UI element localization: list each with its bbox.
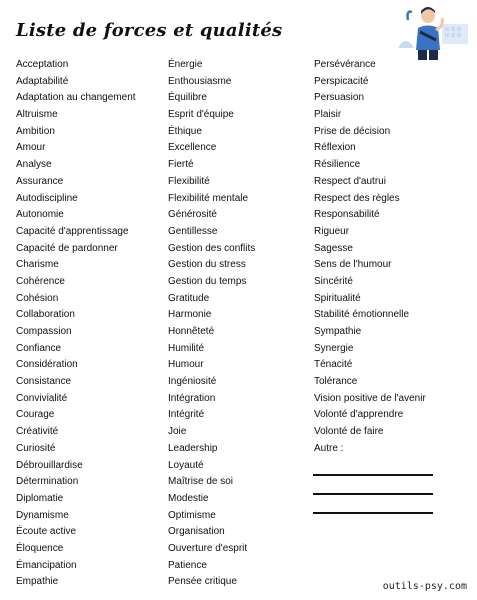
- quality-item: Gestion du temps: [168, 275, 247, 287]
- quality-item: Volonté de faire: [314, 426, 384, 438]
- quality-item: Dynamisme: [16, 509, 69, 521]
- quality-item: Autodiscipline: [16, 192, 78, 204]
- quality-item: Pensée critique: [168, 576, 237, 588]
- quality-item: Courage: [16, 409, 55, 421]
- quality-item: Vision positive de l'avenir: [314, 392, 426, 404]
- quality-item: Capacité de pardonner: [16, 242, 118, 254]
- quality-item: Acceptation: [16, 59, 69, 70]
- quality-item: Adaptation au changement: [16, 92, 136, 104]
- quality-item: Intégrité: [168, 409, 205, 421]
- quality-item: Excellence: [168, 142, 217, 154]
- quality-item: Spiritualité: [314, 292, 361, 304]
- quality-item: Sens de l'humour: [314, 259, 392, 271]
- quality-item: Modestie: [168, 492, 209, 504]
- quality-item: Créativité: [16, 426, 59, 438]
- quality-item: Amour: [16, 142, 46, 154]
- quality-item: Curiosité: [16, 442, 56, 454]
- quality-item: Organisation: [168, 526, 225, 538]
- quality-item: Sincérité: [314, 275, 353, 287]
- quality-item: Respect d'autrui: [314, 175, 386, 187]
- quality-item: Émancipation: [16, 559, 77, 571]
- quality-item: Réflexion: [314, 142, 356, 154]
- quality-item: Ingéniosité: [168, 376, 217, 388]
- quality-item: Débrouillardise: [16, 459, 83, 471]
- quality-item: Enthousiasme: [168, 75, 232, 87]
- quality-item: Collaboration: [16, 309, 75, 321]
- quality-item: Fierté: [168, 159, 194, 171]
- quality-item: Humour: [168, 359, 204, 371]
- quality-item: Joie: [168, 426, 187, 438]
- quality-item: Capacité d'apprentissage: [16, 225, 129, 237]
- quality-item: Humilité: [168, 342, 205, 354]
- quality-item: Énergie: [168, 59, 203, 70]
- quality-item: Compassion: [16, 326, 72, 337]
- quality-item: Synergie: [314, 342, 354, 354]
- quality-item: Optimisme: [168, 509, 216, 521]
- quality-item: Consistance: [16, 376, 72, 388]
- quality-item: Tolérance: [314, 376, 358, 388]
- quality-item: Flexibilité mentale: [168, 192, 249, 204]
- quality-item: Analyse: [16, 159, 52, 171]
- quality-item: Assurance: [16, 175, 64, 187]
- quality-item: Charisme: [16, 259, 59, 271]
- quality-item: Diplomatie: [16, 492, 64, 504]
- quality-item: Loyauté: [168, 459, 204, 471]
- qualities-column-2: [168, 57, 255, 591]
- quality-item: Gratitude: [168, 292, 210, 304]
- quality-item: Stabilité émotionnelle: [314, 309, 410, 321]
- quality-item: Générosité: [168, 209, 217, 221]
- quality-item: Harmonie: [168, 309, 212, 321]
- write-in-line-3[interactable]: [313, 512, 433, 514]
- quality-item: Plaisir: [314, 109, 342, 121]
- quality-item: Sagesse: [314, 242, 353, 254]
- quality-item: Éloquence: [16, 542, 64, 554]
- page-title: Liste de forces et qualités: [16, 20, 283, 41]
- write-in-line-1[interactable]: [313, 474, 433, 476]
- write-in-line-2[interactable]: [313, 493, 433, 495]
- quality-item: Convivialité: [16, 392, 68, 404]
- quality-item: Écoute active: [16, 526, 77, 538]
- footer-url: outils-psy.com: [382, 581, 467, 592]
- quality-item: Éthique: [168, 125, 202, 137]
- quality-item: Esprit d'équipe: [168, 109, 234, 121]
- quality-item: Altruisme: [16, 109, 58, 121]
- quality-item: Ambition: [16, 125, 55, 137]
- quality-item: Volonté d'apprendre: [314, 409, 404, 421]
- quality-item: Cohérence: [16, 275, 65, 287]
- qualities-column-3: [314, 57, 426, 458]
- quality-item: Autre :: [314, 442, 344, 454]
- quality-item: Gestion des conflits: [168, 242, 256, 254]
- quality-item: Intégration: [168, 392, 216, 404]
- quality-item: Confiance: [16, 342, 62, 354]
- quality-item: Considération: [16, 359, 78, 371]
- quality-item: Respect des règles: [314, 192, 400, 204]
- quality-item: Gentillesse: [168, 225, 218, 237]
- quality-item: Adaptabilité: [16, 75, 69, 87]
- qualities-column-1: [16, 57, 136, 591]
- quality-item: Autonomie: [16, 209, 64, 221]
- quality-item: Leadership: [168, 442, 218, 454]
- quality-item: Persuasion: [314, 92, 365, 104]
- person-thinking-illustration: [398, 4, 470, 62]
- quality-item: Ténacité: [314, 359, 353, 371]
- quality-item: Perspicacité: [314, 75, 369, 87]
- quality-item: Patience: [168, 559, 207, 571]
- quality-item: Ouverture d'esprit: [168, 542, 248, 554]
- quality-item: Résilience: [314, 159, 361, 171]
- quality-item: Empathie: [16, 576, 59, 588]
- quality-item: Équilibre: [168, 92, 207, 104]
- quality-item: Gestion du stress: [168, 259, 246, 271]
- quality-item: Prise de décision: [314, 125, 391, 137]
- quality-item: Responsabilité: [314, 209, 380, 221]
- quality-item: Rigueur: [314, 225, 350, 237]
- quality-item: Sympathie: [314, 326, 362, 337]
- quality-item: Détermination: [16, 476, 79, 488]
- quality-item: Honnêteté: [168, 326, 215, 337]
- quality-item: Flexibilité: [168, 175, 210, 187]
- quality-item: Maîtrise de soi: [168, 476, 234, 488]
- quality-item: Cohésion: [16, 292, 59, 304]
- quality-item: Persévérance: [314, 59, 376, 70]
